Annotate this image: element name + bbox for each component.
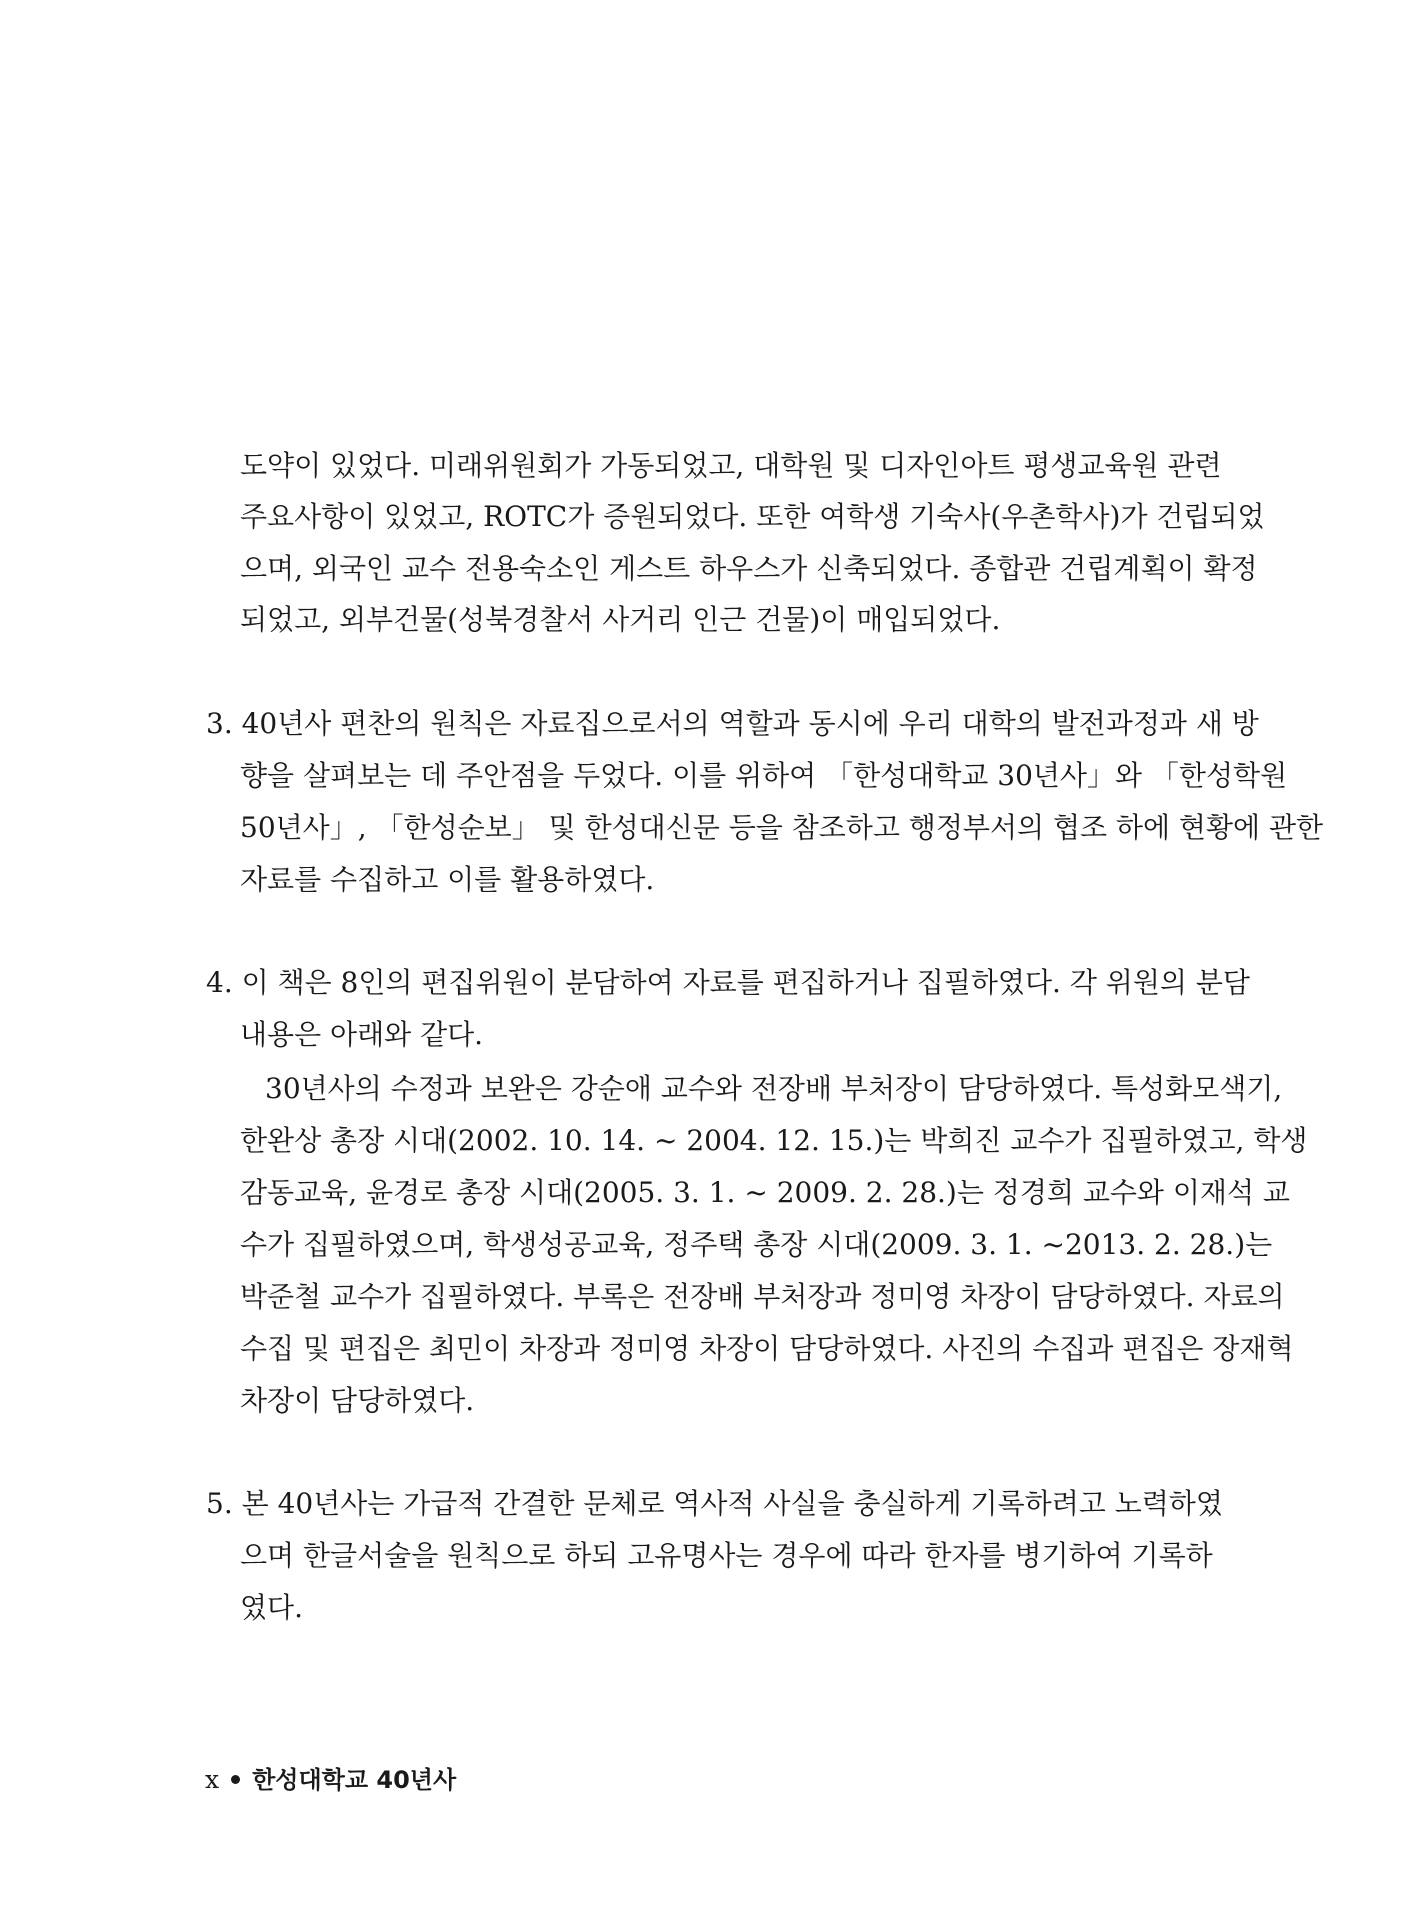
item-3-line-2: 향을 살펴보는 데 주안점을 두었다. 이를 위하여 「한성대학교 30년사」와 「한성학원 (240, 759, 1288, 792)
item-3-line-4: 자료를 수집하고 이를 활용하였다. (240, 863, 655, 896)
item-4-line-1: 4. 이 책은 8인의 편집위원이 분담하여 자료를 편집하거나 집필하였다. 각 위원의 분담 (206, 966, 1250, 999)
item-4-detail-line-7: 차장이 담당하였다. (240, 1384, 475, 1417)
item-5-line-1: 5. 본 40년사는 가급적 간결한 문체로 역사적 사실을 충실하게 기록하려고 노력하였 (206, 1487, 1223, 1520)
item-4-line-2: 내용은 아래와 같다. (240, 1018, 484, 1051)
intro-line-4: 되었고, 외부건물(성북경찰서 사거리 인근 건물)이 매입되었다. (240, 603, 1001, 636)
item-5-line-2: 으며 한글서술을 원칙으로 하되 고유명사는 경우에 따라 한자를 병기하여 기록하 (240, 1539, 1213, 1572)
bullet-separator (231, 1775, 240, 1784)
intro-line-1: 도약이 있었다. 미래위원회가 가동되었고, 대학원 및 디자인아트 평생교육원 관련 (240, 449, 1222, 482)
item-4-detail-line-5: 박준철 교수가 집필하였다. 부록은 전장배 부처장과 정미영 차장이 담당하였다. 자료의 (240, 1280, 1285, 1313)
item-4-detail-line-4: 수가 집필하였으며, 학생성공교육, 정주택 총장 시대(2009. 3. 1. ~2013. 2. 28.)는 (240, 1228, 1273, 1261)
intro-line-3: 으며, 외국인 교수 전용숙소인 게스트 하우스가 신축되었다. 종합관 건립계획이 확정 (240, 552, 1258, 585)
item-4-detail-line-6: 수집 및 편집은 최민이 차장과 정미영 차장이 담당하였다. 사진의 수집과 편집은 장재혁 (240, 1332, 1294, 1365)
item-4-detail-line-3: 감동교육, 윤경로 총장 시대(2005. 3. 1. ~ 2009. 2. 28.)는 정경희 교수와 이재석 교 (240, 1176, 1290, 1209)
item-4-detail-line-1: 30년사의 수정과 보완은 강순애 교수와 전장배 부처장이 담당하였다. 특성화모색기, (265, 1072, 1283, 1105)
item-5-line-3: 였다. (240, 1591, 303, 1624)
item-3-line-1: 3. 40년사 편찬의 원칙은 자료집으로서의 역할과 동시에 우리 대학의 발전과정과 새 방 (206, 707, 1259, 740)
item-3-line-3: 50년사」, 「한성순보」 및 한성대신문 등을 참조하고 행정부서의 협조 하에 현황에 관한 (240, 811, 1324, 844)
item-4-detail-line-2: 한완상 총장 시대(2002. 10. 14. ~ 2004. 12. 15.)는 박희진 교수가 집필하였고, 학생 (240, 1124, 1308, 1157)
book-title: 한성대학교 40년사 (252, 1766, 457, 1794)
page-number: x (205, 1765, 220, 1794)
intro-line-2: 주요사항이 있었고, ROTC가 증원되었다. 또한 여학생 기숙사(우촌학사)가 건립되었 (240, 500, 1265, 533)
page-footer (205, 1764, 456, 1796)
